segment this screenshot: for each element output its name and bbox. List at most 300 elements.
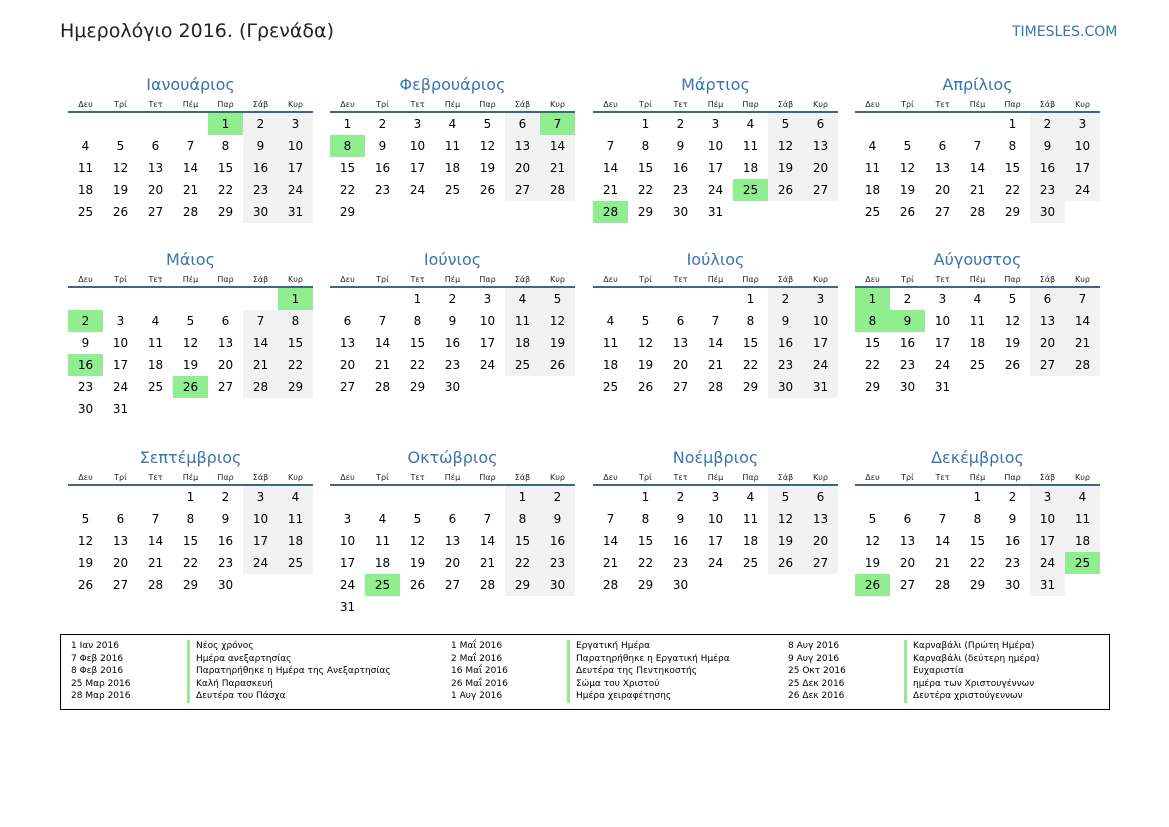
day-cell[interactable]: 17 <box>112 358 129 372</box>
day-cell[interactable]: 24 <box>707 556 724 570</box>
day-cell[interactable]: 19 <box>112 183 129 197</box>
day-cell[interactable]: 2 <box>768 287 803 310</box>
day-cell[interactable]: 8 <box>505 508 540 530</box>
day-cell[interactable]: 4 <box>606 314 615 328</box>
day-cell[interactable]: 30 <box>217 578 234 592</box>
day-cell[interactable]: 17 <box>803 332 838 354</box>
day-cell[interactable]: 30 <box>1004 578 1021 592</box>
day-cell[interactable]: 14 <box>182 161 199 175</box>
day-cell[interactable]: 26 <box>112 205 129 219</box>
day-cell[interactable]: 18 <box>742 161 759 175</box>
day-cell[interactable]: 22 <box>864 358 881 372</box>
day-cell[interactable]: 7 <box>711 314 720 328</box>
day-cell[interactable]: 2 <box>1030 112 1065 135</box>
day-cell[interactable]: 20 <box>339 358 356 372</box>
day-cell[interactable]: 15 <box>637 161 654 175</box>
day-cell[interactable]: 2 <box>378 117 387 131</box>
day-cell[interactable]: 21 <box>707 358 724 372</box>
day-cell[interactable]: 12 <box>540 310 575 332</box>
day-cell[interactable]: 29 <box>1004 205 1021 219</box>
day-cell[interactable]: 23 <box>672 183 689 197</box>
day-cell[interactable]: 22 <box>339 183 356 197</box>
day-cell[interactable]: 11 <box>147 336 164 350</box>
day-cell[interactable]: 13 <box>672 336 689 350</box>
day-cell[interactable]: 29 <box>864 380 881 394</box>
day-cell[interactable]: 21 <box>147 556 164 570</box>
day-cell[interactable]: 22 <box>742 358 759 372</box>
day-cell[interactable]: 12 <box>768 135 803 157</box>
day-cell[interactable]: 9 <box>243 135 278 157</box>
day-cell[interactable]: 28 <box>479 578 496 592</box>
day-cell[interactable]: 21 <box>374 358 391 372</box>
day-cell[interactable]: 12 <box>864 534 881 548</box>
day-cell[interactable]: 21 <box>1065 332 1100 354</box>
day-cell[interactable]: 14 <box>934 534 951 548</box>
day-cell[interactable]: 27 <box>217 380 234 394</box>
day-cell[interactable]: 3 <box>116 314 125 328</box>
day-cell[interactable]: 18 <box>864 183 881 197</box>
day-cell[interactable]: 26 <box>637 380 654 394</box>
day-cell[interactable]: 22 <box>182 556 199 570</box>
day-cell[interactable]: 16 <box>672 161 689 175</box>
day-cell[interactable]: 15 <box>505 530 540 552</box>
day-cell[interactable]: 20 <box>672 358 689 372</box>
day-cell[interactable]: 3 <box>803 287 838 310</box>
day-cell[interactable]: 20 <box>217 358 234 372</box>
day-cell[interactable]: 21 <box>182 183 199 197</box>
day-cell[interactable]: 4 <box>81 139 90 153</box>
day-cell[interactable]: 29 <box>637 578 654 592</box>
day-cell[interactable]: 4 <box>505 287 540 310</box>
day-cell[interactable]: 1 <box>413 292 422 306</box>
day-cell[interactable]: 24 <box>243 552 278 574</box>
day-cell[interactable]: 3 <box>278 112 313 135</box>
day-cell[interactable]: 7 <box>938 512 947 526</box>
day-cell[interactable]: 20 <box>803 157 838 179</box>
day-cell[interactable]: 30 <box>243 201 278 223</box>
day-cell[interactable]: 25 <box>278 552 313 574</box>
day-cell[interactable]: 13 <box>444 534 461 548</box>
day-cell[interactable]: 5 <box>116 139 125 153</box>
day-cell[interactable]: 27 <box>444 578 461 592</box>
day-cell[interactable]: 23 <box>1004 556 1021 570</box>
day-cell[interactable]: 18 <box>505 332 540 354</box>
day-cell[interactable]: 6 <box>221 314 230 328</box>
day-cell[interactable]: 2 <box>68 310 103 332</box>
day-cell[interactable]: 26 <box>479 183 496 197</box>
day-cell[interactable]: 31 <box>339 600 356 614</box>
day-cell[interactable]: 17 <box>934 336 951 350</box>
day-cell[interactable]: 10 <box>479 314 496 328</box>
day-cell[interactable]: 7 <box>378 314 387 328</box>
day-cell[interactable]: 6 <box>903 512 912 526</box>
day-cell[interactable]: 12 <box>1004 314 1021 328</box>
day-cell[interactable]: 9 <box>768 310 803 332</box>
day-cell[interactable]: 22 <box>217 183 234 197</box>
day-cell[interactable]: 24 <box>112 380 129 394</box>
day-cell[interactable]: 20 <box>505 157 540 179</box>
day-cell[interactable]: 16 <box>243 157 278 179</box>
day-cell[interactable]: 1 <box>186 490 195 504</box>
day-cell[interactable]: 4 <box>746 117 755 131</box>
day-cell[interactable]: 23 <box>444 358 461 372</box>
day-cell[interactable]: 25 <box>77 205 94 219</box>
day-cell[interactable]: 15 <box>864 336 881 350</box>
day-cell[interactable]: 10 <box>339 534 356 548</box>
day-cell[interactable]: 5 <box>540 287 575 310</box>
day-cell[interactable]: 31 <box>803 376 838 398</box>
day-cell[interactable]: 22 <box>505 552 540 574</box>
day-cell[interactable]: 2 <box>540 485 575 508</box>
day-cell[interactable]: 22 <box>637 556 654 570</box>
day-cell[interactable]: 8 <box>278 310 313 332</box>
day-cell[interactable]: 24 <box>339 578 356 592</box>
day-cell[interactable]: 17 <box>409 161 426 175</box>
day-cell[interactable]: 29 <box>182 578 199 592</box>
day-cell[interactable]: 19 <box>768 157 803 179</box>
day-cell[interactable]: 27 <box>112 578 129 592</box>
day-cell[interactable]: 10 <box>278 135 313 157</box>
day-cell[interactable]: 19 <box>409 556 426 570</box>
day-cell[interactable]: 14 <box>147 534 164 548</box>
day-cell[interactable]: 7 <box>606 512 615 526</box>
day-cell[interactable]: 17 <box>243 530 278 552</box>
day-cell[interactable]: 16 <box>68 354 103 376</box>
day-cell[interactable]: 27 <box>672 380 689 394</box>
day-cell[interactable]: 20 <box>147 183 164 197</box>
day-cell[interactable]: 19 <box>637 358 654 372</box>
day-cell[interactable]: 7 <box>540 112 575 135</box>
day-cell[interactable]: 26 <box>899 205 916 219</box>
day-cell[interactable]: 11 <box>864 161 881 175</box>
day-cell[interactable]: 25 <box>602 380 619 394</box>
day-cell[interactable]: 22 <box>278 354 313 376</box>
day-cell[interactable]: 18 <box>742 534 759 548</box>
day-cell[interactable]: 8 <box>186 512 195 526</box>
day-cell[interactable]: 2 <box>676 117 685 131</box>
day-cell[interactable]: 19 <box>1004 336 1021 350</box>
day-cell[interactable]: 15 <box>278 332 313 354</box>
day-cell[interactable]: 16 <box>540 530 575 552</box>
day-cell[interactable]: 13 <box>112 534 129 548</box>
day-cell[interactable]: 23 <box>672 556 689 570</box>
day-cell[interactable]: 6 <box>676 314 685 328</box>
day-cell[interactable]: 12 <box>112 161 129 175</box>
day-cell[interactable]: 10 <box>707 139 724 153</box>
day-cell[interactable]: 30 <box>672 205 689 219</box>
day-cell[interactable]: 5 <box>81 512 90 526</box>
day-cell[interactable]: 10 <box>409 139 426 153</box>
day-cell[interactable]: 25 <box>365 574 400 596</box>
day-cell[interactable]: 28 <box>147 578 164 592</box>
day-cell[interactable]: 6 <box>505 112 540 135</box>
day-cell[interactable]: 25 <box>733 179 768 201</box>
day-cell[interactable]: 29 <box>742 380 759 394</box>
day-cell[interactable]: 30 <box>444 380 461 394</box>
day-cell[interactable]: 3 <box>938 292 947 306</box>
day-cell[interactable]: 31 <box>278 201 313 223</box>
day-cell[interactable]: 27 <box>803 552 838 574</box>
day-cell[interactable]: 30 <box>768 376 803 398</box>
day-cell[interactable]: 21 <box>934 556 951 570</box>
day-cell[interactable]: 11 <box>444 139 461 153</box>
day-cell[interactable]: 20 <box>444 556 461 570</box>
day-cell[interactable]: 28 <box>969 205 986 219</box>
day-cell[interactable]: 11 <box>374 534 391 548</box>
day-cell[interactable]: 5 <box>483 117 492 131</box>
day-cell[interactable]: 11 <box>742 512 759 526</box>
day-cell[interactable]: 9 <box>540 508 575 530</box>
day-cell[interactable]: 18 <box>77 183 94 197</box>
day-cell[interactable]: 30 <box>540 574 575 596</box>
day-cell[interactable]: 16 <box>217 534 234 548</box>
day-cell[interactable]: 5 <box>768 112 803 135</box>
day-cell[interactable]: 25 <box>147 380 164 394</box>
day-cell[interactable]: 23 <box>768 354 803 376</box>
day-cell[interactable]: 26 <box>409 578 426 592</box>
day-cell[interactable]: 29 <box>278 376 313 398</box>
day-cell[interactable]: 26 <box>173 376 208 398</box>
day-cell[interactable]: 28 <box>1065 354 1100 376</box>
day-cell[interactable]: 19 <box>479 161 496 175</box>
day-cell[interactable]: 3 <box>1065 112 1100 135</box>
day-cell[interactable]: 19 <box>864 556 881 570</box>
day-cell[interactable]: 4 <box>278 485 313 508</box>
day-cell[interactable]: 18 <box>278 530 313 552</box>
day-cell[interactable]: 17 <box>479 336 496 350</box>
day-cell[interactable]: 18 <box>1065 530 1100 552</box>
day-cell[interactable]: 1 <box>641 117 650 131</box>
day-cell[interactable]: 25 <box>969 358 986 372</box>
day-cell[interactable]: 13 <box>505 135 540 157</box>
day-cell[interactable]: 29 <box>409 380 426 394</box>
day-cell[interactable]: 21 <box>602 556 619 570</box>
day-cell[interactable]: 5 <box>768 485 803 508</box>
day-cell[interactable]: 21 <box>479 556 496 570</box>
day-cell[interactable]: 27 <box>339 380 356 394</box>
day-cell[interactable]: 11 <box>505 310 540 332</box>
day-cell[interactable]: 6 <box>1030 287 1065 310</box>
day-cell[interactable]: 18 <box>602 358 619 372</box>
day-cell[interactable]: 13 <box>803 135 838 157</box>
day-cell[interactable]: 25 <box>742 556 759 570</box>
day-cell[interactable]: 9 <box>890 310 925 332</box>
day-cell[interactable]: 8 <box>641 139 650 153</box>
day-cell[interactable]: 4 <box>746 490 755 504</box>
day-cell[interactable]: 27 <box>1030 354 1065 376</box>
day-cell[interactable]: 8 <box>746 314 755 328</box>
day-cell[interactable]: 29 <box>637 205 654 219</box>
day-cell[interactable]: 13 <box>339 336 356 350</box>
day-cell[interactable]: 23 <box>374 183 391 197</box>
day-cell[interactable]: 10 <box>707 512 724 526</box>
day-cell[interactable]: 1 <box>1008 117 1017 131</box>
day-cell[interactable]: 2 <box>448 292 457 306</box>
day-cell[interactable]: 19 <box>182 358 199 372</box>
day-cell[interactable]: 12 <box>637 336 654 350</box>
day-cell[interactable]: 4 <box>1065 485 1100 508</box>
day-cell[interactable]: 11 <box>278 508 313 530</box>
day-cell[interactable]: 11 <box>742 139 759 153</box>
day-cell[interactable]: 26 <box>540 354 575 376</box>
day-cell[interactable]: 30 <box>899 380 916 394</box>
day-cell[interactable]: 1 <box>208 112 243 135</box>
day-cell[interactable]: 18 <box>444 161 461 175</box>
day-cell[interactable]: 5 <box>903 139 912 153</box>
day-cell[interactable]: 24 <box>278 179 313 201</box>
day-cell[interactable]: 15 <box>742 336 759 350</box>
day-cell[interactable]: 15 <box>182 534 199 548</box>
day-cell[interactable]: 21 <box>540 157 575 179</box>
day-cell[interactable]: 31 <box>934 380 951 394</box>
day-cell[interactable]: 14 <box>479 534 496 548</box>
day-cell[interactable]: 28 <box>593 201 628 223</box>
day-cell[interactable]: 29 <box>339 205 356 219</box>
day-cell[interactable]: 14 <box>602 161 619 175</box>
day-cell[interactable]: 14 <box>1065 310 1100 332</box>
day-cell[interactable]: 2 <box>676 490 685 504</box>
day-cell[interactable]: 16 <box>672 534 689 548</box>
day-cell[interactable]: 16 <box>374 161 391 175</box>
day-cell[interactable]: 3 <box>343 512 352 526</box>
day-cell[interactable]: 28 <box>934 578 951 592</box>
day-cell[interactable]: 14 <box>374 336 391 350</box>
day-cell[interactable]: 27 <box>899 578 916 592</box>
day-cell[interactable]: 15 <box>637 534 654 548</box>
day-cell[interactable]: 9 <box>1030 135 1065 157</box>
day-cell[interactable]: 1 <box>746 292 755 306</box>
day-cell[interactable]: 30 <box>672 578 689 592</box>
day-cell[interactable]: 8 <box>1008 139 1017 153</box>
day-cell[interactable]: 7 <box>186 139 195 153</box>
day-cell[interactable]: 14 <box>540 135 575 157</box>
day-cell[interactable]: 14 <box>707 336 724 350</box>
day-cell[interactable]: 9 <box>378 139 387 153</box>
day-cell[interactable]: 7 <box>606 139 615 153</box>
day-cell[interactable]: 23 <box>77 380 94 394</box>
day-cell[interactable]: 14 <box>243 332 278 354</box>
day-cell[interactable]: 30 <box>1030 201 1065 223</box>
day-cell[interactable]: 5 <box>641 314 650 328</box>
day-cell[interactable]: 7 <box>243 310 278 332</box>
day-cell[interactable]: 13 <box>147 161 164 175</box>
day-cell[interactable]: 3 <box>711 117 720 131</box>
day-cell[interactable]: 27 <box>803 179 838 201</box>
day-cell[interactable]: 10 <box>1030 508 1065 530</box>
day-cell[interactable]: 31 <box>707 205 724 219</box>
day-cell[interactable]: 16 <box>1030 157 1065 179</box>
day-cell[interactable]: 12 <box>899 161 916 175</box>
day-cell[interactable]: 17 <box>1065 157 1100 179</box>
day-cell[interactable]: 8 <box>855 310 890 332</box>
day-cell[interactable]: 12 <box>768 508 803 530</box>
day-cell[interactable]: 7 <box>1065 287 1100 310</box>
day-cell[interactable]: 24 <box>479 358 496 372</box>
day-cell[interactable]: 27 <box>505 179 540 201</box>
day-cell[interactable]: 1 <box>343 117 352 131</box>
day-cell[interactable]: 11 <box>1065 508 1100 530</box>
day-cell[interactable]: 24 <box>1030 552 1065 574</box>
day-cell[interactable]: 27 <box>147 205 164 219</box>
day-cell[interactable]: 1 <box>973 490 982 504</box>
day-cell[interactable]: 11 <box>602 336 619 350</box>
day-cell[interactable]: 3 <box>413 117 422 131</box>
day-cell[interactable]: 2 <box>221 490 230 504</box>
day-cell[interactable]: 18 <box>969 336 986 350</box>
day-cell[interactable]: 11 <box>969 314 986 328</box>
day-cell[interactable]: 23 <box>1030 179 1065 201</box>
day-cell[interactable]: 24 <box>934 358 951 372</box>
day-cell[interactable]: 9 <box>448 314 457 328</box>
day-cell[interactable]: 13 <box>217 336 234 350</box>
day-cell[interactable]: 10 <box>1065 135 1100 157</box>
day-cell[interactable]: 4 <box>868 139 877 153</box>
day-cell[interactable]: 5 <box>413 512 422 526</box>
day-cell[interactable]: 24 <box>803 354 838 376</box>
day-cell[interactable]: 9 <box>676 512 685 526</box>
day-cell[interactable]: 23 <box>217 556 234 570</box>
day-cell[interactable]: 4 <box>973 292 982 306</box>
day-cell[interactable]: 26 <box>855 574 890 596</box>
day-cell[interactable]: 28 <box>243 376 278 398</box>
day-cell[interactable]: 4 <box>378 512 387 526</box>
day-cell[interactable]: 31 <box>1030 574 1065 596</box>
day-cell[interactable]: 25 <box>1065 552 1100 574</box>
day-cell[interactable]: 7 <box>973 139 982 153</box>
day-cell[interactable]: 4 <box>448 117 457 131</box>
day-cell[interactable]: 30 <box>77 402 94 416</box>
day-cell[interactable]: 9 <box>81 336 90 350</box>
day-cell[interactable]: 10 <box>803 310 838 332</box>
day-cell[interactable]: 17 <box>707 534 724 548</box>
day-cell[interactable]: 28 <box>540 179 575 201</box>
day-cell[interactable]: 14 <box>602 534 619 548</box>
day-cell[interactable]: 1 <box>278 287 313 310</box>
day-cell[interactable]: 19 <box>899 183 916 197</box>
day-cell[interactable]: 9 <box>1008 512 1017 526</box>
day-cell[interactable]: 9 <box>221 512 230 526</box>
day-cell[interactable]: 20 <box>112 556 129 570</box>
day-cell[interactable]: 3 <box>711 490 720 504</box>
day-cell[interactable]: 17 <box>339 556 356 570</box>
day-cell[interactable]: 26 <box>77 578 94 592</box>
day-cell[interactable]: 21 <box>969 183 986 197</box>
day-cell[interactable]: 25 <box>864 205 881 219</box>
day-cell[interactable]: 6 <box>116 512 125 526</box>
day-cell[interactable]: 24 <box>409 183 426 197</box>
day-cell[interactable]: 7 <box>483 512 492 526</box>
day-cell[interactable]: 28 <box>707 380 724 394</box>
day-cell[interactable]: 2 <box>1008 490 1017 504</box>
day-cell[interactable]: 26 <box>768 179 803 201</box>
day-cell[interactable]: 6 <box>938 139 947 153</box>
day-cell[interactable]: 5 <box>868 512 877 526</box>
day-cell[interactable]: 29 <box>505 574 540 596</box>
day-cell[interactable]: 2 <box>903 292 912 306</box>
day-cell[interactable]: 22 <box>1004 183 1021 197</box>
day-cell[interactable]: 6 <box>803 485 838 508</box>
day-cell[interactable]: 28 <box>182 205 199 219</box>
day-cell[interactable]: 29 <box>969 578 986 592</box>
day-cell[interactable]: 15 <box>1004 161 1021 175</box>
day-cell[interactable]: 21 <box>602 183 619 197</box>
day-cell[interactable]: 10 <box>243 508 278 530</box>
day-cell[interactable]: 16 <box>1004 534 1021 548</box>
day-cell[interactable]: 22 <box>969 556 986 570</box>
day-cell[interactable]: 25 <box>505 354 540 376</box>
day-cell[interactable]: 17 <box>1030 530 1065 552</box>
day-cell[interactable]: 27 <box>934 205 951 219</box>
